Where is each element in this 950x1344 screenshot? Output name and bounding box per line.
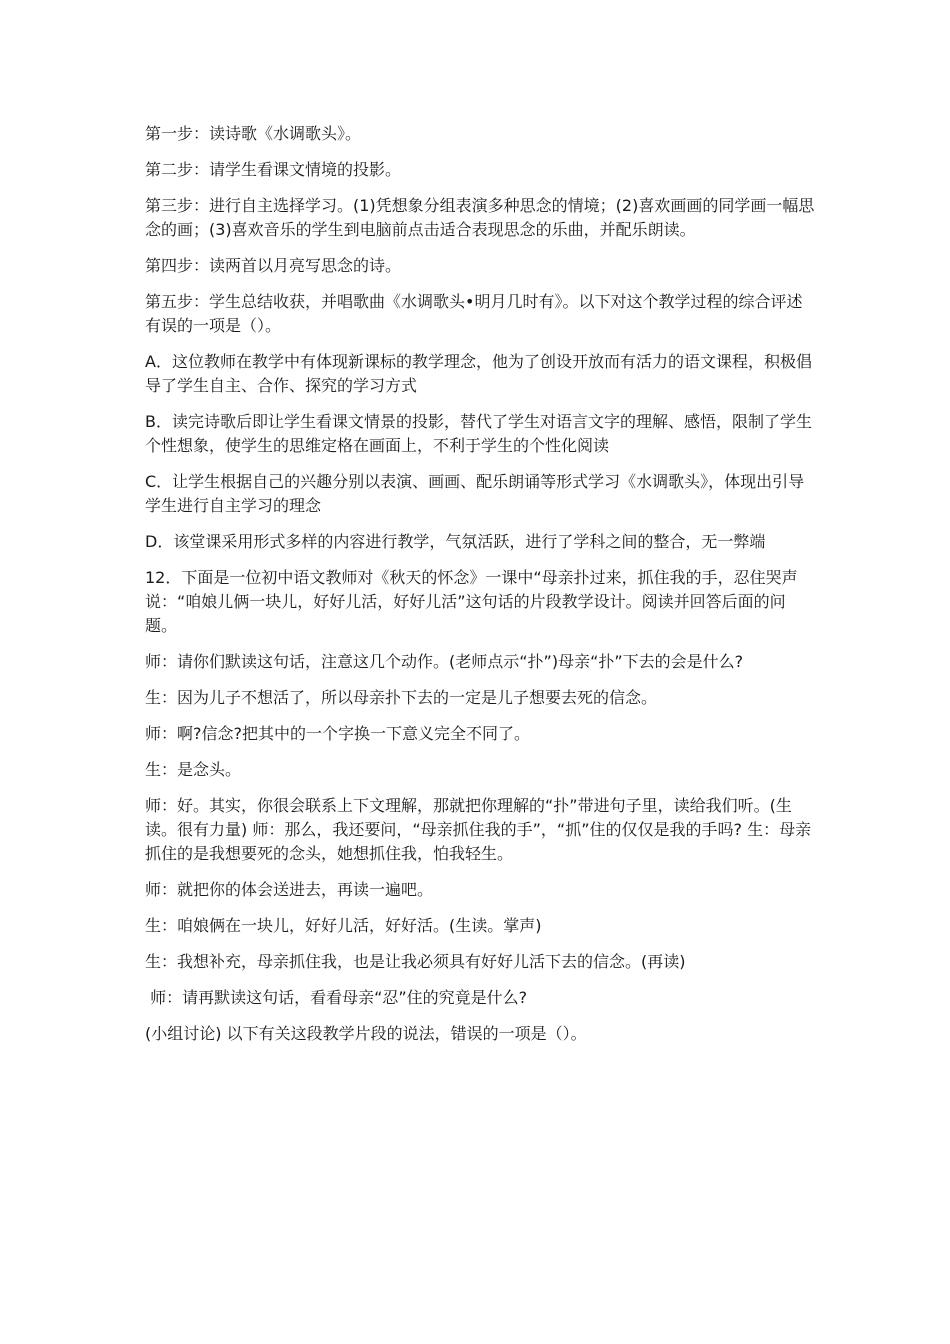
paragraph-step-5-question: 第五步：学生总结收获，并唱歌曲《水调歌头•明月几时有》。以下对这个教学过程的综合评述有误的一项是（）。 [145,292,803,335]
option-d: D．该堂课采用形式多样的内容进行教学，气氛活跃，进行了学科之间的整合，无一弊端 [145,532,766,551]
question-12-intro: 12．下面是一位初中语文教师对《秋天的怀念》一课中“母亲扑过来，抓住我的手，忍住哭声说：“咱娘儿俩一块儿，好好儿活，好好儿活”这句话的片段教学设计。阅读并回答后面的问题。 [145,568,798,635]
dialogue-line: 师：就把你的体会送进去，再读一遍吧。 [145,880,434,899]
question-12-prompt: (小组讨论) 以下有关这段教学片段的说法，错误的一项是（）。 [145,1024,587,1043]
option-c: C．让学生根据自己的兴趣分别以表演、画画、配乐朗诵等形式学习《水调歌头》，体现出引导学生进行自主学习的理念 [145,472,805,515]
paragraph-step-4: 第四步：读两首以月亮写思念的诗。 [145,256,402,275]
dialogue-line: 生：我想补充，母亲抓住我，也是让我必须具有好好儿活下去的信念。(再读) [145,952,686,971]
option-b: B．读完诗歌后即让学生看课文情景的投影，替代了学生对语言文字的理解、感悟，限制了学生个性想象，使学生的思维定格在画面上，不利于学生的个性化阅读 [145,412,812,455]
document-page [145,122,817,1058]
dialogue-line: 生：咱娘俩在一块儿，好好儿活，好好活。(生读。掌声) [145,916,542,935]
paragraph-step-2: 第二步：请学生看课文情境的投影。 [145,160,402,179]
option-a: A．这位教师在教学中有体现新课标的教学理念，他为了创设开放而有活力的语文课程，积极倡导了学生自主、合作、探究的学习方式 [145,352,812,395]
dialogue-line: 生：因为儿子不想活了，所以母亲扑下去的一定是儿子想要去死的信念。 [145,688,658,707]
dialogue-line: 师：好。其实，你很会联系上下文理解，那就把你理解的“扑”带进句子里，读给我们听。(生读。很有力量) 师：那么，我还要问，“母亲抓住我的手”，“抓”住的仅仅是我的手吗? 生：母亲抓住的是我想要死的念头，她想抓住我，怕我轻生。 [145,796,812,863]
paragraph-step-1: 第一步：读诗歌《水调歌头》。 [145,124,362,143]
dialogue-line: 师：请你们默读这句话，注意这几个动作。(老师点示“扑”)母亲“扑”下去的会是什么? [145,652,744,671]
dialogue-line: 师：啊?信念?把其中的一个字换一下意义完全不同了。 [145,724,530,743]
dialogue-line: 生：是念头。 [145,760,242,779]
dialogue-line: 师：请再默读这句话，看看母亲“忍”住的究竟是什么? [145,988,528,1007]
paragraph-step-3: 第三步：进行自主选择学习。(1)凭想象分组表演多种思念的情境；(2)喜欢画画的同学画一幅思念的画；(3)喜欢音乐的学生到电脑前点击适合表现思念的乐曲，并配乐朗读。 [145,196,815,239]
